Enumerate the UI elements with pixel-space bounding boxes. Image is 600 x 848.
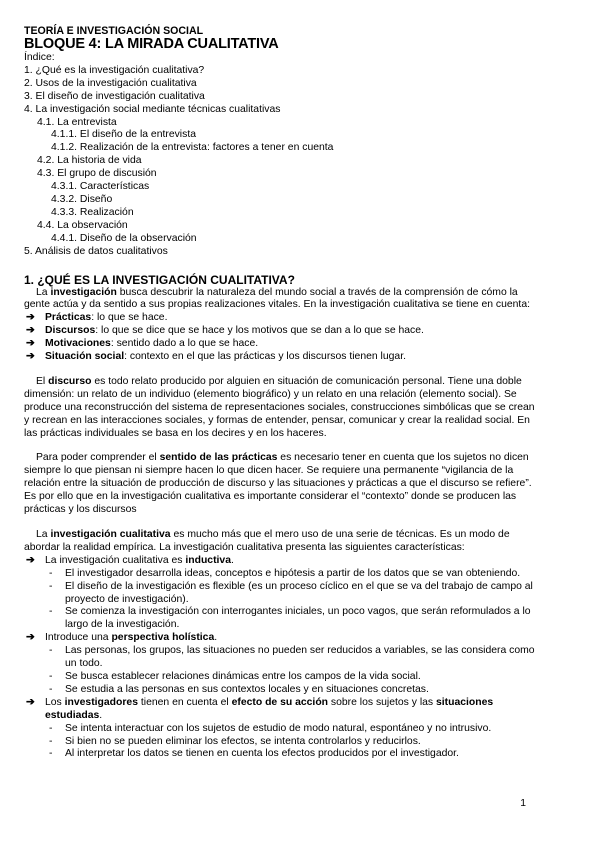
section-heading: 1. ¿QUÉ ES LA INVESTIGACIÓN CUALITATIVA? — [24, 272, 295, 287]
dash-bullet: - — [49, 580, 53, 592]
toc-item: 4.3.3. Realización — [51, 206, 134, 218]
list-item: ➔ Prácticas: lo que se hace. — [26, 312, 168, 324]
subject-title: TEORÍA E INVESTIGACIÓN SOCIAL — [24, 25, 204, 37]
inductive-details — [24, 568, 540, 633]
toc-item: 2. Usos de la investigación cualitativa — [24, 77, 197, 89]
dash-bullet: - — [49, 670, 53, 682]
list-item: - Se estudia a las personas en sus contextos locales y en situaciones concretas. — [49, 683, 429, 695]
toc-item: 4.1.1. El diseño de la entrevista — [51, 129, 196, 141]
list-item: ➔ Introduce una perspectiva holística. — [26, 632, 218, 644]
characteristics-list-2 — [24, 632, 540, 645]
toc-item: 4.4. La observación — [37, 219, 128, 231]
dash-bullet: - — [49, 606, 53, 618]
dash-bullet: - — [49, 567, 53, 579]
discurso-paragraph: El discurso es todo relato producido por alguien en situación de comunicación personal. Tiene una doble dimensión: un relato de un individuo (elemento biográfico) y un relato en una relación (elemento social). Se produce una reconstrucción del sistema de representaciones sociales, construcciones simbólicas que se crean y recrean en las interacciones sociales, y formas de entender, pensar, comunicar y crear la realidad social. En las prácticas individuales se basa en los decires y en los haceres. — [24, 375, 535, 439]
investigacion-cualitativa-paragraph: La investigación cualitativa es mucho más que el mero uso de una serie de técnicas. Es un modo de abordar la realidad empírica. La investigación cualitativa presenta las siguientes características: — [24, 529, 510, 553]
arrow-icon: ➔ — [26, 338, 35, 350]
list-item: ➔ Situación social: contexto en el que las prácticas y los discursos tienen lugar. — [26, 351, 406, 363]
toc-item: 4. La investigación social mediante técnicas cualitativas — [24, 103, 281, 115]
list-item: - Las personas, los grupos, las situaciones no pueden ser reducidos a variables, se las considera como un todo. — [49, 645, 535, 670]
toc-item: 5. Análisis de datos cualitativos — [24, 245, 168, 257]
holistic-details — [24, 645, 540, 697]
toc-item: 4.4.1. Diseño de la observación — [51, 232, 197, 244]
table-of-contents — [24, 52, 540, 259]
aspects-list — [24, 312, 540, 364]
list-item: ➔ La investigación cualitativa es inductiva. — [26, 554, 234, 566]
dash-bullet: - — [49, 645, 53, 657]
toc-item: 1. ¿Qué es la investigación cualitativa? — [24, 64, 205, 76]
researcher-effect-details — [24, 723, 540, 762]
intro-paragraph: La investigación busca descubrir la naturaleza del mundo social a través de la comprensión de cómo la gente actúa y da sentido a sus propias realizaciones vitales. En la investigación cualitativa se tiene en cuenta: — [24, 286, 530, 311]
toc-item: 4.3. El grupo de discusión — [37, 168, 157, 180]
dash-bullet: - — [49, 735, 53, 747]
dash-bullet: - — [49, 683, 53, 695]
characteristics-list-1 — [24, 555, 540, 568]
arrow-icon: ➔ — [26, 351, 35, 363]
toc-item: 4.1.2. Realización de la entrevista: factores a tener en cuenta — [51, 142, 334, 154]
list-item: - El diseño de la investigación es flexible (es un proceso cíclico en el que se va del trabajo de campo al proyecto de investigación). — [49, 580, 533, 605]
toc-item: 4.1. La entrevista — [37, 116, 117, 128]
list-item: ➔ Discursos: lo que se dice que se hace y los motivos que se dan a lo que se hace. — [26, 325, 424, 337]
page-number: 1 — [520, 798, 526, 809]
toc-item: 3. El diseño de investigación cualitativa — [24, 90, 205, 102]
list-item: - El investigador desarrolla ideas, conceptos e hipótesis a partir de los datos que se van obteniendo. — [49, 567, 521, 579]
characteristics-list-3 — [24, 697, 540, 723]
toc-item: 4.2. La historia de vida — [37, 155, 142, 167]
arrow-icon: ➔ — [26, 312, 35, 324]
arrow-icon: ➔ — [26, 696, 35, 708]
arrow-icon: ➔ — [26, 325, 35, 337]
list-item: ➔ Los investigadores tienen en cuenta el efecto de su acción sobre los sujetos y las situaciones estudiadas. — [26, 696, 494, 721]
toc-item: 4.3.1. Características — [51, 181, 150, 193]
block-title: BLOQUE 4: LA MIRADA CUALITATIVA — [24, 36, 279, 52]
dash-bullet: - — [49, 722, 53, 734]
list-item: - Se comienza la investigación con interrogantes iniciales, un poco vagos, que serán reformulados a lo largo de la investigación. — [49, 606, 531, 631]
list-item: - Si bien no se pueden eliminar los efectos, se intenta controlarlos y reducirlos. — [49, 735, 421, 747]
list-item: - Al interpretar los datos se tienen en cuenta los efectos producidos por el investigador. — [49, 748, 459, 760]
sentido-paragraph: Para poder comprender el sentido de las prácticas es necesario tener en cuenta que los sujetos no dicen siempre lo que piensan ni siempre hacen lo que dicen hacer. Se requiere una permanente “vigilancia de la relación entre la situación de producción de discurso y las situaciones y prácticas a que el discurso se refiere”. Es por ello que en la investigación cualitativa es importante considerar el “contexto” donde se producen las prácticas y los discursos — [24, 452, 532, 516]
arrow-icon: ➔ — [26, 554, 35, 566]
dash-bullet: - — [49, 748, 53, 760]
list-item: - Se intenta interactuar con los sujetos de estudio de modo natural, espontáneo y no intrusivo. — [49, 722, 492, 734]
arrow-icon: ➔ — [26, 632, 35, 644]
list-item: ➔ Motivaciones: sentido dado a lo que se hace. — [26, 338, 259, 350]
toc-item: 4.3.2. Diseño — [51, 193, 113, 205]
list-item: - Se busca establecer relaciones dinámicas entre los campos de la vida social. — [49, 670, 421, 682]
toc-label: Índice: — [24, 52, 55, 63]
